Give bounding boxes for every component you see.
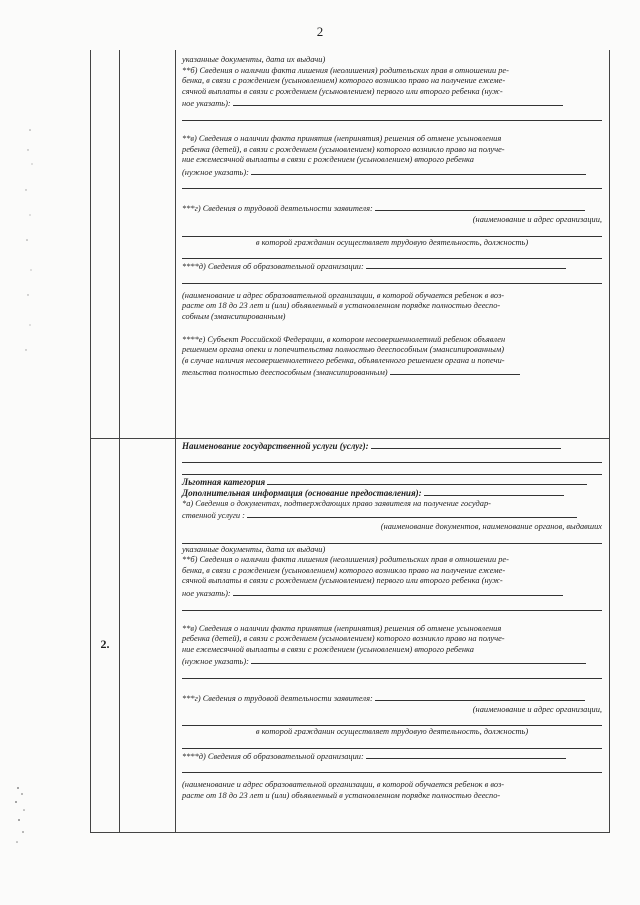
page-number: 2 (316, 24, 324, 39)
fill-line[interactable] (182, 762, 602, 773)
text-line: ное указать): (182, 97, 602, 110)
fill-line[interactable] (182, 452, 602, 463)
benefit-category-label: Льготная категория (182, 476, 602, 488)
fill-line[interactable] (182, 226, 602, 237)
service-name-label: Наименование государственной услуги (услуг): (182, 440, 602, 452)
row-number: 2. (100, 637, 110, 651)
fill-line[interactable] (182, 248, 602, 259)
table-row-divider (91, 438, 609, 439)
scan-noise-lower (8, 780, 48, 850)
text-line: *а) Сведения о документах, подтверждающих право заявителя на получение государ- (182, 498, 491, 508)
additional-info-label: Дополнительная информация (основание предоставления): (182, 487, 602, 499)
row1-content (182, 55, 602, 379)
text-line: сячной выплаты в связи с рождением (усыновлением) первого или второго ребенка (нуж- (182, 86, 503, 96)
text-line: ребенка (детей), в связи с рождением (усыновлением) которого возникло право на получе- (182, 144, 505, 154)
text-line: ****е) Субъект Российской Федерации, в котором несовершеннолетний ребенок объявлен (182, 334, 506, 344)
text-line: тельства полностью дееспособным (эмансипированным) (182, 366, 602, 379)
text-line: (нужное указать): (182, 166, 602, 179)
text-line: расте от 18 до 23 лет и (или) объявленный в установленном порядке полностью дееспо- (182, 790, 501, 800)
text-line: бенка, в связи с рождением (усыновлением) которого возникло право на получение ежеме- (182, 76, 506, 86)
text-line: собным (эмансипированным) (182, 311, 286, 321)
text-line: **б) Сведения о наличии факта лишения (неолишения) родительских прав в отношении ре- (182, 65, 509, 75)
text-line: ние ежемесячной выплаты в связи с рождением (усыновлением) второго ребенка (182, 155, 474, 165)
text-line: ***г) Сведения о трудовой деятельности заявителя: (182, 202, 602, 215)
fill-line[interactable] (182, 533, 602, 544)
text-line: **в) Сведения о наличии факта принятия (непринятия) решения об отмене усыновления (182, 133, 502, 143)
table-column-divider (119, 50, 120, 832)
text-line: бенка, в связи с рождением (усыновлением) которого возникло право на получение ежеме- (182, 565, 506, 575)
text-line: в которой гражданин осуществляет трудовую деятельность, должность) (255, 237, 529, 247)
fill-line[interactable] (182, 668, 602, 679)
text-line: (наименование и адрес организации, (472, 214, 602, 224)
fill-line[interactable] (182, 273, 602, 284)
text-line: решением органа опеки и попечительства полностью дееспособным (эмансипированным) (182, 345, 505, 355)
text-line: расте от 18 до 23 лет и (или) объявленный в установленном порядке полностью дееспо- (182, 301, 501, 311)
text-line: (наименование и адрес организации, (472, 704, 602, 714)
text-line: (нужное указать): (182, 655, 602, 668)
text-line: **в) Сведения о наличии факта принятия (непринятия) решения об отмене усыновления (182, 623, 502, 633)
text-line: (наименование и адрес образовательной организации, в которой обучается ребенок в воз- (182, 780, 505, 790)
scan-noise (8, 120, 38, 360)
row2-content (182, 440, 602, 801)
text-line: (в случае наличия несовершеннолетнего ребенка, объявленного решением органа и попечи- (182, 355, 505, 365)
text-line: указанные документы, дата их выдачи) (182, 55, 326, 64)
text-line: сячной выплаты в связи с рождением (усыновлением) первого или второго ребенка (нуж- (182, 576, 503, 586)
fill-line[interactable] (182, 715, 602, 726)
text-line: (наименование документов, наименование органов, выдавших (380, 521, 602, 531)
fill-line[interactable] (182, 738, 602, 749)
text-line: ние ежемесячной выплаты в связи с рождением (усыновлением) второго ребенка (182, 644, 474, 654)
text-line: ****д) Сведения об образовательной организации: (182, 750, 602, 763)
text-line: ****д) Сведения об образовательной организации: (182, 260, 602, 273)
table-column-divider (175, 50, 176, 832)
text-line: в которой гражданин осуществляет трудовую деятельность, должность) (255, 727, 529, 737)
fill-line[interactable] (182, 110, 602, 121)
text-line: ребенка (детей), в связи с рождением (усыновлением) которого возникло право на получе- (182, 634, 505, 644)
fill-line[interactable] (182, 178, 602, 189)
text-line: ственной услуги : (182, 509, 602, 522)
text-line: ***г) Сведения о трудовой деятельности заявителя: (182, 692, 602, 705)
text-line: указанные документы, дата их выдачи) (182, 544, 326, 554)
text-line: **б) Сведения о наличии факта лишения (неолишения) родительских прав в отношении ре- (182, 555, 509, 565)
text-line: (наименование и адрес образовательной организации, в которой обучается ребенок в воз- (182, 290, 505, 300)
fill-line[interactable] (182, 600, 602, 611)
text-line: ное указать): (182, 587, 602, 600)
fill-line[interactable] (182, 464, 602, 475)
